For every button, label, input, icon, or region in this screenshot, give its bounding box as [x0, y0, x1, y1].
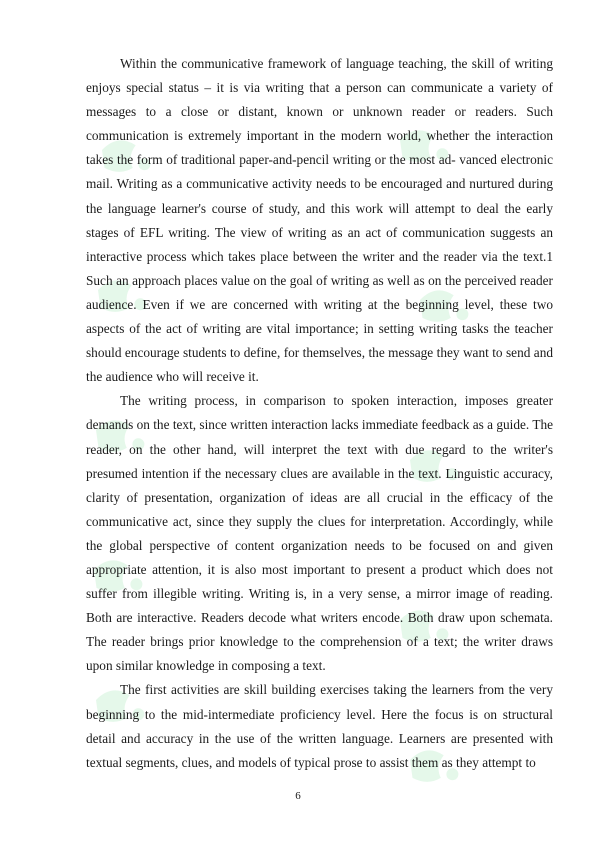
paragraph: Within the communicative framework of language teaching, the skill of writing enjoys special status – it is via writing that a person can communicate a variety of messages to a close or distant, known or unknown reader or readers. Such communication is extremely important in the modern world, whether the interaction takes the form of traditional paper-and-pencil writing or the most ad- vanced electronic mail. Writing as a communicative activity needs to be encouraged and nurtured during the language learner's course of study, and this work will attempt to deal the early stages of EFL writing. The view of writing as an act of communication suggests an interactive process which takes place between the writer and the reader via the text.1 Such an approach places value on the goal of writing as well as on the perceived reader audience. Even if we are concerned with writing at the beginning level, these two aspects of the act of writing are vital importance; in setting writing tasks the teacher should encourage students to define, for themselves, the message they want to send and the audience who will receive it. [86, 56, 553, 385]
body-text [86, 52, 553, 775]
page-number: 6 [295, 790, 301, 802]
paragraph: The first activities are skill building exercises taking the learners from the very beginning to the mid-intermediate proficiency level. Here the focus is on structural detail and accuracy in the use of the written language. Learners are presented with textual segments, clues, and models of typical prose to assist them as they attempt to [86, 682, 553, 770]
paragraph: The writing process, in comparison to spoken interaction, imposes greater demands on the text, since written interaction lacks immediate feedback as a guide. The reader, on the other hand, will interpret the text with due regard to the writer's presumed intention if the necessary clues are available in the text. Linguistic accuracy, clarity of presentation, organization of ideas are all crucial in the efficacy of the communicative act, since they supply the clues for interpretation. Accordingly, while the global perspective of content organization needs to be focused on and given appropriate attention, it is also most important to present a product which does not suffer from illegible writing. Writing is, in a very sense, a mirror image of reading. Both are interactive. Readers decode what writers encode. Both draw upon schemata. The reader brings prior knowledge to the comprehension of a text; the writer draws upon similar knowledge in composing a text. [86, 393, 553, 674]
